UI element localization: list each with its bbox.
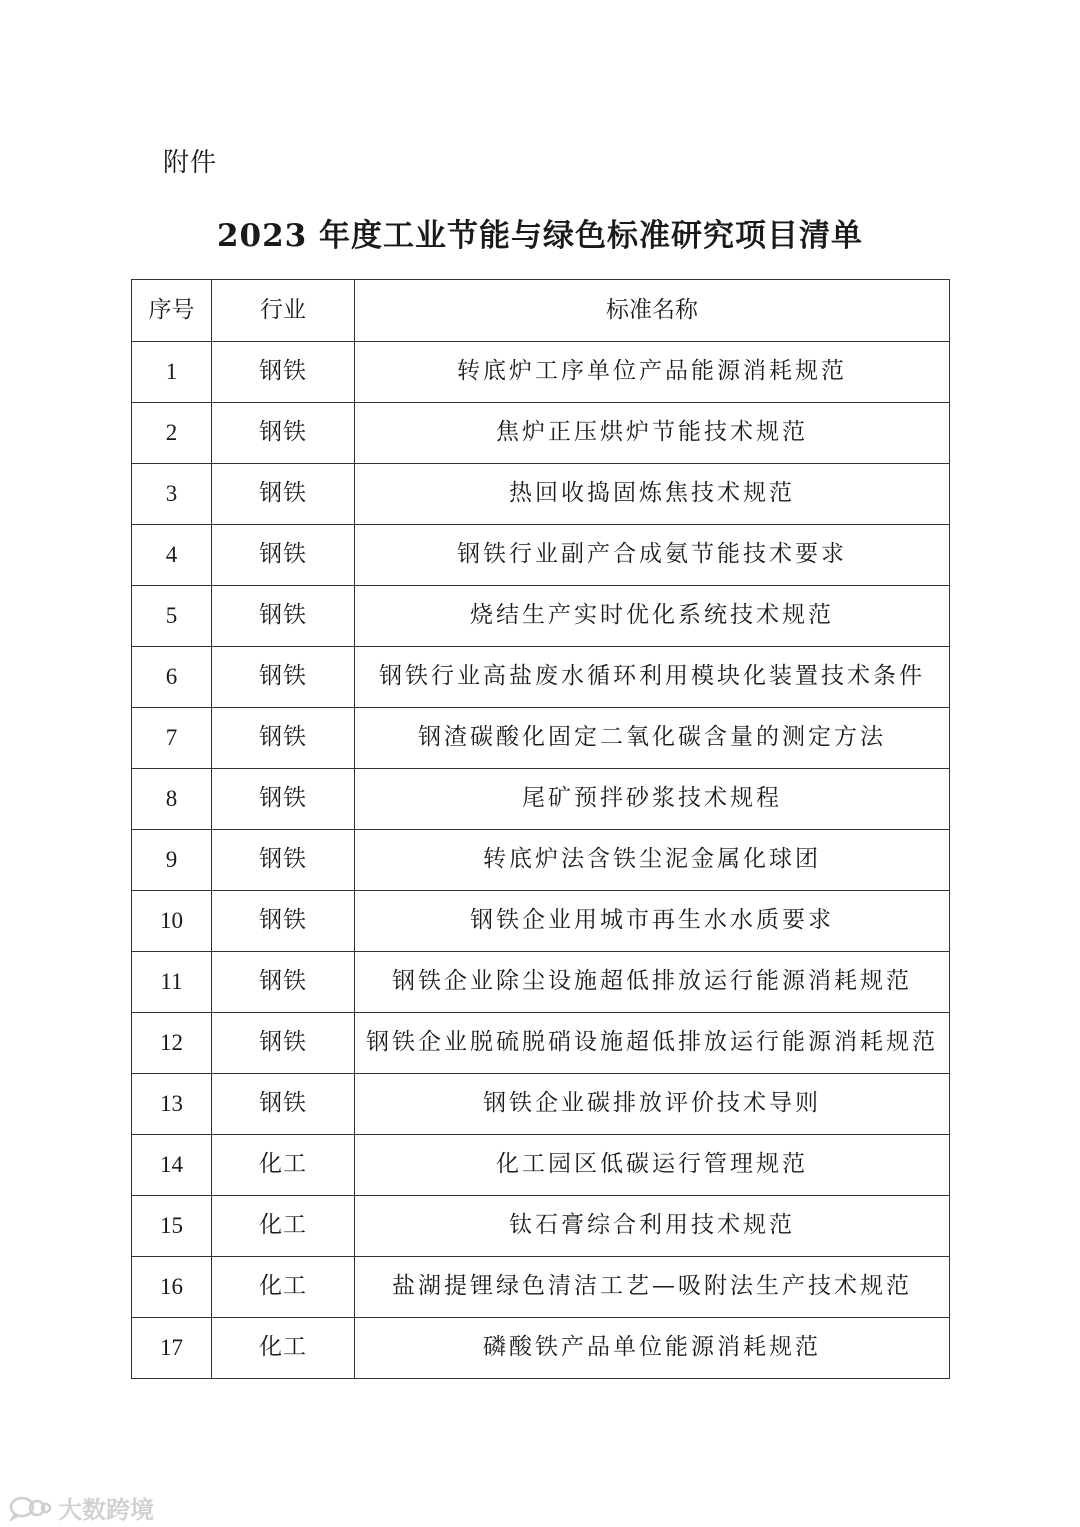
cell-seq: 17 (132, 1318, 212, 1379)
cell-standard-name: 钛石膏综合利用技术规范 (355, 1196, 950, 1257)
table-row (132, 952, 950, 1013)
table-header-row (132, 280, 950, 342)
header-industry: 行业 (212, 280, 355, 342)
table-row (132, 1196, 950, 1257)
cell-standard-name: 热回收捣固炼焦技术规范 (355, 464, 950, 525)
cell-standard-name: 钢铁企业脱硫脱硝设施超低排放运行能源消耗规范 (355, 1013, 950, 1074)
table-row (132, 525, 950, 586)
cell-industry: 化工 (212, 1318, 355, 1379)
cell-seq: 10 (132, 891, 212, 952)
cell-seq: 16 (132, 1257, 212, 1318)
cell-industry: 钢铁 (212, 952, 355, 1013)
header-seq: 序号 (132, 280, 212, 342)
standards-table (131, 279, 950, 1379)
cell-industry: 钢铁 (212, 403, 355, 464)
cell-standard-name: 烧结生产实时优化系统技术规范 (355, 586, 950, 647)
cell-seq: 2 (132, 403, 212, 464)
cell-industry: 钢铁 (212, 1074, 355, 1135)
cell-standard-name: 钢铁企业碳排放评价技术导则 (355, 1074, 950, 1135)
cell-seq: 3 (132, 464, 212, 525)
cell-seq: 14 (132, 1135, 212, 1196)
cell-industry: 钢铁 (212, 586, 355, 647)
table-row (132, 1074, 950, 1135)
table-body (132, 342, 950, 1379)
cell-standard-name: 磷酸铁产品单位能源消耗规范 (355, 1318, 950, 1379)
cell-seq: 7 (132, 708, 212, 769)
watermark (8, 1490, 154, 1525)
cell-industry: 钢铁 (212, 464, 355, 525)
table-row (132, 342, 950, 403)
table-row (132, 464, 950, 525)
cell-seq: 12 (132, 1013, 212, 1074)
cell-standard-name: 转底炉工序单位产品能源消耗规范 (355, 342, 950, 403)
cell-standard-name: 钢铁企业用城市再生水水质要求 (355, 891, 950, 952)
table-row (132, 708, 950, 769)
cell-standard-name: 钢铁行业高盐废水循环利用模块化装置技术条件 (355, 647, 950, 708)
cell-seq: 9 (132, 830, 212, 891)
table-row (132, 647, 950, 708)
table-row (132, 830, 950, 891)
cell-seq: 13 (132, 1074, 212, 1135)
cell-standard-name: 钢铁行业副产合成氨节能技术要求 (355, 525, 950, 586)
table-row (132, 1318, 950, 1379)
cell-seq: 8 (132, 769, 212, 830)
cell-industry: 钢铁 (212, 891, 355, 952)
chat-bubble-logo-icon (8, 1495, 52, 1521)
cell-industry: 钢铁 (212, 708, 355, 769)
cell-standard-name: 钢铁企业除尘设施超低排放运行能源消耗规范 (355, 952, 950, 1013)
cell-industry: 钢铁 (212, 830, 355, 891)
attachment-label: 附件 (163, 148, 218, 178)
cell-standard-name: 尾矿预拌砂浆技术规程 (355, 769, 950, 830)
header-standard-name: 标准名称 (355, 280, 950, 342)
cell-standard-name: 转底炉法含铁尘泥金属化球团 (355, 830, 950, 891)
table-row (132, 891, 950, 952)
cell-seq: 15 (132, 1196, 212, 1257)
cell-industry: 钢铁 (212, 525, 355, 586)
watermark-text: 大数跨境 (58, 1496, 154, 1524)
cell-industry: 钢铁 (212, 769, 355, 830)
cell-industry: 化工 (212, 1135, 355, 1196)
cell-seq: 4 (132, 525, 212, 586)
cell-seq: 11 (132, 952, 212, 1013)
cell-industry: 钢铁 (212, 342, 355, 403)
cell-seq: 5 (132, 586, 212, 647)
cell-standard-name: 钢渣碳酸化固定二氧化碳含量的测定方法 (355, 708, 950, 769)
table-row (132, 1257, 950, 1318)
cell-industry: 钢铁 (212, 647, 355, 708)
table-row (132, 1013, 950, 1074)
table-row (132, 1135, 950, 1196)
table-row (132, 586, 950, 647)
cell-standard-name: 焦炉正压烘炉节能技术规范 (355, 403, 950, 464)
cell-seq: 1 (132, 342, 212, 403)
table-row (132, 769, 950, 830)
cell-standard-name: 盐湖提锂绿色清洁工艺—吸附法生产技术规范 (355, 1257, 950, 1318)
cell-industry: 化工 (212, 1257, 355, 1318)
cell-industry: 钢铁 (212, 1013, 355, 1074)
cell-industry: 化工 (212, 1196, 355, 1257)
table-row (132, 403, 950, 464)
document-title: 2023 年度工业节能与绿色标准研究项目清单 (216, 218, 864, 254)
cell-standard-name: 化工园区低碳运行管理规范 (355, 1135, 950, 1196)
cell-seq: 6 (132, 647, 212, 708)
